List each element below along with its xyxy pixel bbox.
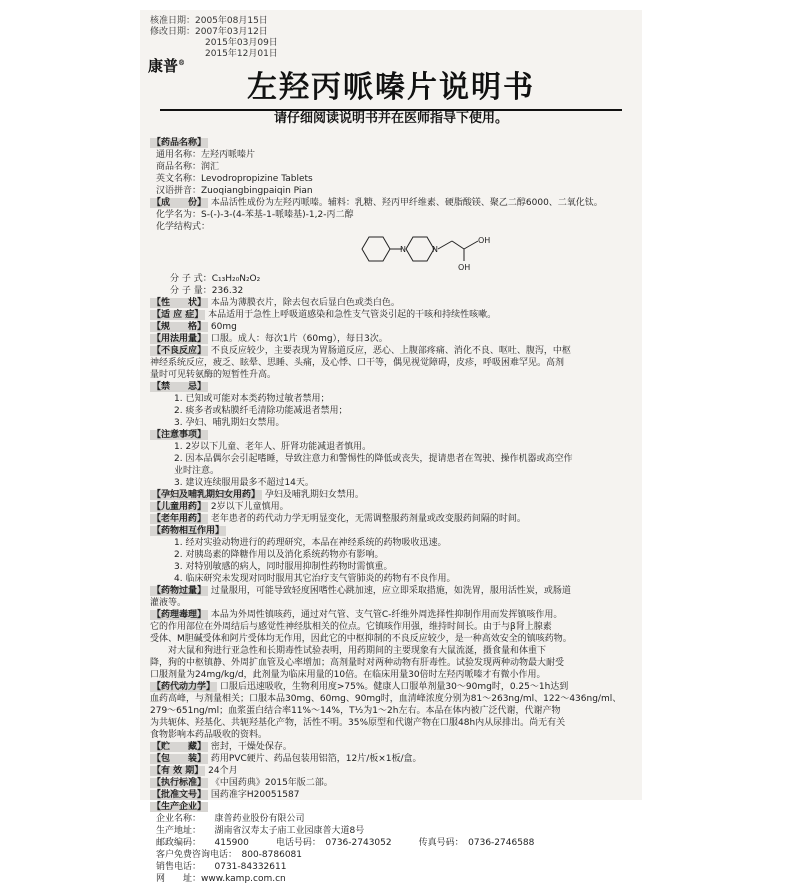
indications-text: 本品适用于急性上呼吸道感染和急性支气管炎引起的干咳和持续性咳嗽。 [208,310,497,320]
precaution-item-2: 2. 因本品偶尔会引起嗜睡，导致注意力和警惕性的降低或丧失，提请患者在驾驶、操作机器或高空作 [174,454,573,464]
english-name: 英文名称：Levodropropizine Tablets [156,174,313,184]
precaution-item-3: 3. 建议连续服用最多不超过14天。 [174,478,314,488]
company-website: 网 址：www.kamp.com.cn [156,874,286,884]
pharmacology-line-6: 口服剂量为24mg/kg/d，此剂量为临床用量的10倍。在临床用量30倍时左羟丙哌嗪才有微小作用。 [150,670,546,680]
adverse-line-2: 神经系统反应，疲乏、眩晕、思睡、头痛，及心悸、口干等，偶见视觉障碍，皮疹，呼吸困难罕见。高剂 [150,358,565,368]
section-header-adverse: 【不良反应】 [152,346,207,356]
contraindication-item-3: 3. 孕妇、哺乳期妇女禁用。 [174,418,285,428]
chemical-structure [150,233,636,273]
registered-mark: ® [178,58,186,67]
interaction-item-3: 3. 对特别敏感的病人，同时服用抑制性药物时需慎重。 [174,562,393,572]
section-header-approval-no: 【批准文号】 [152,790,207,800]
character-text: 本品为薄膜衣片，除去包衣后显白色或类白色。 [210,298,400,308]
section-header-geriatric: 【老年用药】 [152,514,207,524]
interaction-item-1: 1. 经对实验动物进行的药理研究，本品在神经系统的药物吸收迅速。 [174,538,447,548]
section-header-contraindications: 【禁 忌】 [152,382,207,392]
overdose-line-1: 过量服用，可能导致轻度困嗜性心跳加速，应立即采取措施，如洗胃，服用活性炭，或肠道 [210,586,571,596]
pharmacokinetics-line-5: 食物影响本药品吸收的资料。 [150,730,268,740]
sales-phone: 销售电话： 0731-84332611 [156,862,287,872]
section-header-manufacturer: 【生产企业】 [152,802,207,812]
pregnancy-text: 孕妇及哺乳期妇女禁用。 [264,490,364,500]
adverse-line-3: 量时可见转氨酶的短暂性升高。 [150,370,277,380]
fax-number: 传真号码： 0736-2746588 [418,838,535,848]
composition-text: 本品活性成份为左羟丙哌嗪。辅料：乳糖、羟丙甲纤维素、硬脂酸镁、聚乙二醇6000、二氧化钛。 [210,198,603,208]
section-header-dosage: 【用法用量】 [152,334,207,344]
storage-text: 密封，干燥处保存。 [210,742,292,752]
section-header-storage: 【贮 藏】 [152,742,207,752]
approval-date-2: 修改日期：2007年03月12日 [150,27,268,37]
pediatric-text: 2岁以下儿童慎用。 [210,502,289,512]
pharmacology-line-5: 降，狗的中枢镇静、外周扩血管及心率增加；高剂量时对两种动物有肝毒性。试验发现两种动物最大耐受 [150,658,565,668]
trade-name: 商品名称：润汇 [156,162,220,172]
structure-label: 化学结构式： [156,222,211,232]
overdose-line-2: 灌液等。 [150,598,187,608]
interaction-item-2: 2. 对胰岛素的降糖作用以及消化系统药物亦有影响。 [174,550,384,560]
section-header-packaging: 【包 装】 [152,754,207,764]
structure-n-2: N [432,245,438,254]
generic-name: 通用名称：左羟丙哌嗪片 [156,150,256,160]
spec-text: 60mg [210,322,237,332]
section-header-pediatric: 【儿童用药】 [152,502,207,512]
precaution-item-1: 1. 2岁以下儿童、老年人、肝肾功能减退者慎用。 [174,442,372,452]
company-address: 生产地址： 湖南省汉寿太子庙工业园康普大道8号 [156,826,365,836]
pharmacology-line-1: 本品为外周性镇咳药，通过对气管、支气管C-纤维外周选择性抑制作用而发挥镇咳作用。 [210,610,563,620]
precaution-item-2-cont: 业时注意。 [174,466,220,476]
section-header-name: 【药品名称】 [152,138,207,148]
section-header-spec: 【规 格】 [152,322,207,332]
contraindication-item-2: 2. 痰多者或粘膜纤毛清除功能减退者禁用； [174,406,348,416]
customer-hotline: 客户免费咨询电话： 800-8786081 [156,850,303,860]
molecular-formula: 分 子 式：C₁₃H₂₀N₂O₂ [170,274,261,284]
section-header-precautions: 【注意事项】 [152,430,207,440]
validity-text: 24个月 [208,766,238,776]
section-header-pharmacology: 【药理毒理】 [152,610,207,620]
contraindication-item-1: 1. 已知或可能对本类药物过敏者禁用； [174,394,330,404]
leaflet-content [150,137,636,885]
structure-diagram [360,225,510,273]
page-subtitle: 请仔细阅读说明书并在医师指导下使用。 [273,111,508,126]
brand-logo-text: 康普 [148,57,179,75]
structure-n-1: N [400,245,406,254]
company-postal-phone-fax [150,837,636,849]
geriatric-text: 老年患者的药代动力学无明显变化，无需调整服药剂量或改变服药间隔的时间。 [210,514,526,524]
approval-date-3: 2015年03月09日 [205,38,278,48]
pharmacokinetics-line-3: 279～651ng/ml；血浆蛋白结合率11%～14%，T½为1～2h左右。本品在体内被广泛代谢，代谢产物 [150,706,561,716]
section-header-interactions: 【药物相互作用】 [152,526,225,536]
phone-number: 电话号码： 0736-2743052 [275,838,392,848]
pharmacokinetics-line-2: 血药高峰，与剂量相关；口服本品30mg、60mg、90mg时，血清峰浓度分别为81～263ng/ml、122～436ng/ml、 [150,694,622,704]
standard-text: 《中国药典》2015年版二部。 [210,778,333,788]
approval-no-text: 国药准字H20051587 [210,790,300,800]
postal-code: 邮政编码： 415900 [156,838,249,848]
chemical-name: 化学名为：S-(-)-3-(4-苯基-1-哌嗪基)-1,2-丙二醇 [156,210,354,220]
approval-date-4: 2015年12月01日 [205,49,278,59]
section-header-indications: 【适 应 症】 [152,310,204,320]
company-name: 企业名称： 康普药业股份有限公司 [156,814,305,824]
pharmacokinetics-line-4: 为共轭体、羟基化、共轭羟基化产物，活性不明。35%原型和代谢产物在口服48h内从尿排出。尚无有关 [150,718,566,728]
approval-dates [150,16,278,60]
approval-date-1: 核准日期：2005年08月15日 [150,16,268,26]
interaction-item-4: 4. 临床研究未发现对同时服用其它治疗支气管肺炎的药物有不良作用。 [174,574,456,584]
pharmacokinetics-line-1: 口服后迅速吸收，生物利用度>75%。健康人口服单剂量30～90mg时，0.25～1h达到 [219,682,569,692]
section-header-standard: 【执行标准】 [152,778,207,788]
dosage-text: 口服。成人：每次1片（60mg），每日3次。 [210,334,388,344]
section-header-validity: 【有 效 期】 [152,766,204,776]
structure-oh-2: OH [458,263,471,272]
pharmacology-line-2: 它的作用部位在外周结后与感觉性神经肽相关的位点。它镇咳作用强，维持时间长。由于与β肾上腺素 [150,622,552,632]
structure-oh-1: OH [478,236,491,245]
packaging-text: 药用PVC硬片、药品包装用铝箔，12片/板×1板/盒。 [210,754,422,764]
section-header-pharmacokinetics: 【药代动力学】 [152,682,216,692]
section-header-overdose: 【药物过量】 [152,586,207,596]
section-header-pregnancy: 【孕妇及哺乳期妇女用药】 [152,490,261,500]
section-header-composition: 【成 份】 [152,198,207,208]
pharmacology-line-4: 对大鼠和狗进行亚急性和长期毒性试验表明，用药期间的主要现象有大鼠流涎，摄食量和体重下 [150,646,547,656]
molecular-weight: 分 子 量：236.32 [170,286,244,296]
pharmacology-line-3: 受体、M胆碱受体和阿片受体均无作用，因此它的中枢抑制的不良反应较少，是一种高效安全的镇咳药物。 [150,634,572,644]
pinyin-name: 汉语拼音：Zuoqiangbingpaiqin Pian [156,186,313,196]
page-title: 左羟丙哌嗪片说明书 [247,70,535,105]
adverse-line-1: 不良反应较少，主要表现为胃肠道反应，恶心、上腹部疼痛、消化不良、呕吐、腹泻，中枢 [210,346,571,356]
section-header-character: 【性 状】 [152,298,207,308]
